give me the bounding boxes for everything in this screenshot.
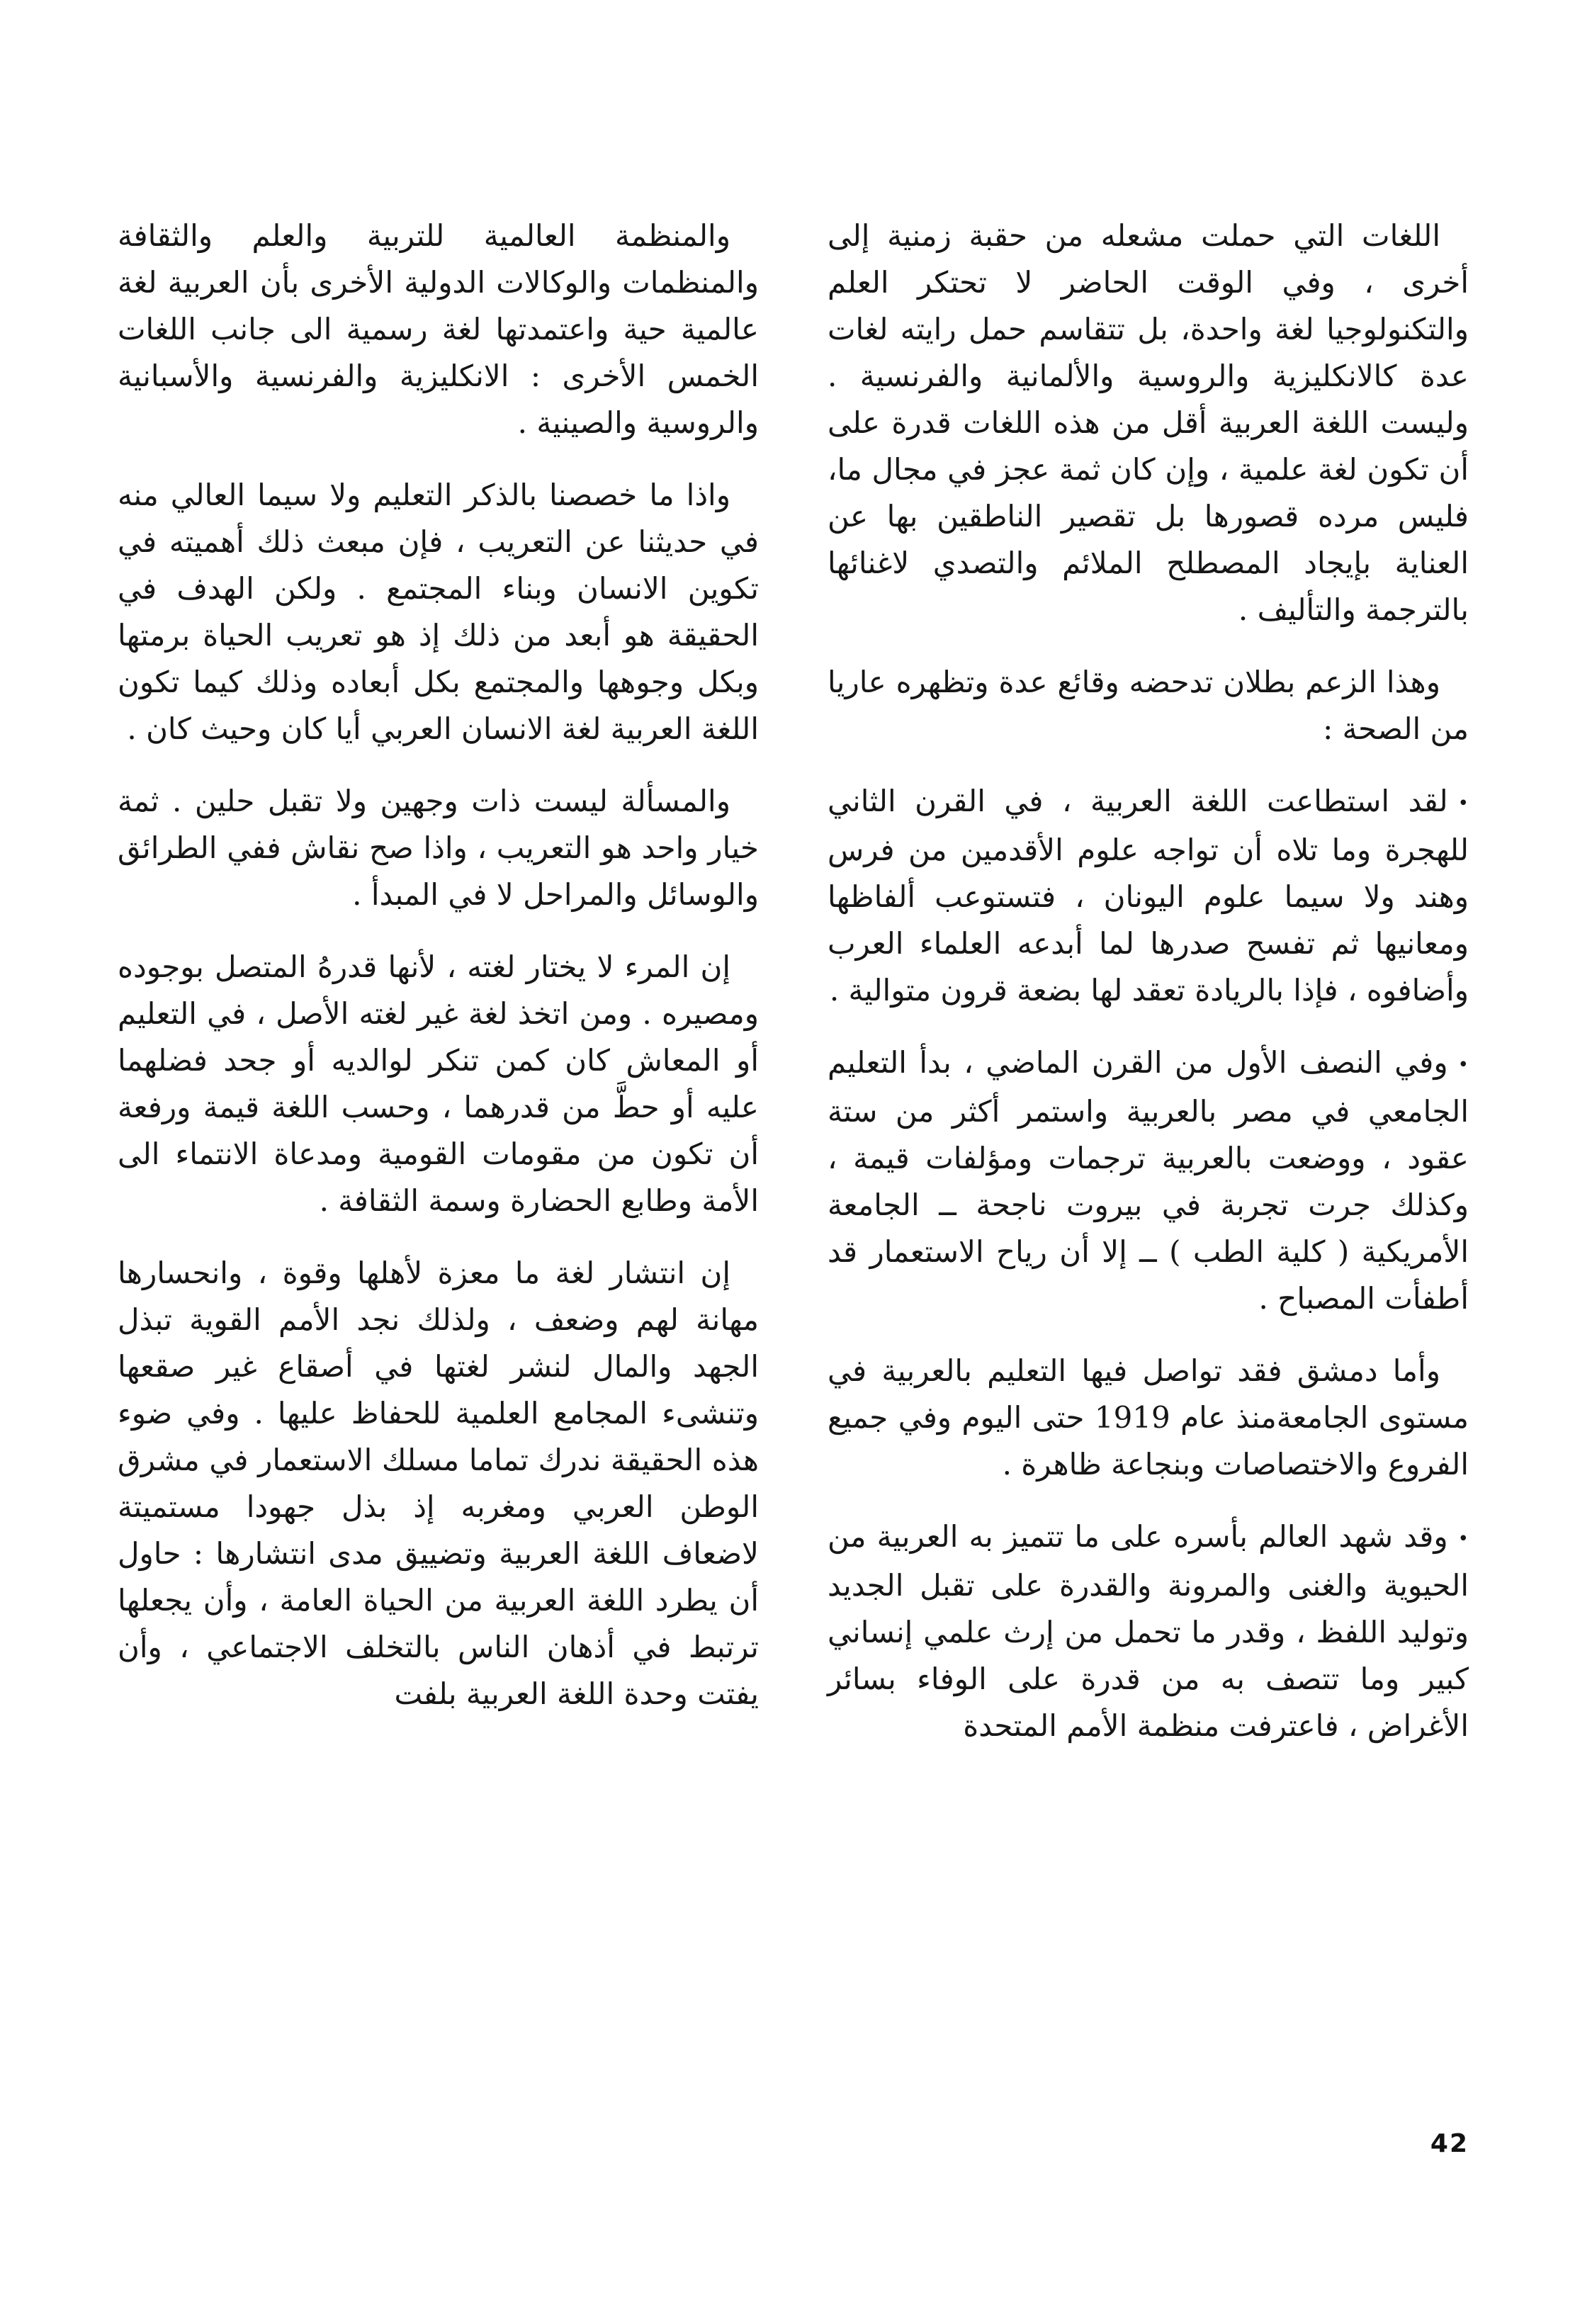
paragraph: وهذا الزعم بطلان تدحضه وقائع عدة وتظهره عاريا من الصحة : [828,665,1469,746]
page-number: 42 [1430,2129,1469,2158]
paragraph: وأما دمشق فقد تواصل فيها التعليم بالعربية في مستوى الجامعةمنذ عام 1919 حتى اليوم وفي جميع الفروع والاختصاصات وبنجاعة ظاهرة . [828,1353,1469,1482]
paragraph-text: وقد شهد العالم بأسره على ما تتميز به العربية من الحيوية والغنى والمرونة والقدرة على تقبل الجديد وتوليد اللفظ ، وقدر ما تحمل من إرث علمي إنساني كبير وما تتصف به من قدرة على الوفاء بسائر الأغراض ، فاعترفت منظمة الأمم المتحدة [828,1519,1469,1743]
bullet-paragraph [828,1513,1469,1749]
bullet-paragraph [828,778,1469,1014]
paragraph: والمنظمة العالمية للتربية والعلم والثقافة والمنظمات والوكالات الدولية الأخرى بأن العربية لغة عالمية حية واعتمدتها لغة رسمية الى جانب اللغات الخمس الأخرى : الانكليزية والفرنسية والأسبانية والروسية والصينية . [118,218,759,440]
left-column [118,213,759,1743]
paragraph: والمسألة ليست ذات وجهين ولا تقبل حلين . ثمة خيار واحد هو التعريب ، واذا صح نقاش ففي الطرائق والوسائل والمراحل لا في المبدأ . [118,784,759,912]
bullet-dot-icon: • [1457,1054,1469,1076]
paragraph: اللغات التي حملت مشعله من حقبة زمنية إلى أخرى ، وفي الوقت الحاضر لا تحتكر العلم والتكنولوجيا لغة واحدة، بل تتقاسم حمل رايته لغات عدة كالانكليزية والروسية والألمانية والفرنسية . وليست اللغة العربية أقل من هذه اللغات قدرة على أن تكون لغة علمية ، وإن كان ثمة عجز في مجال ما، فليس مرده قصورها بل تقصير الناطقين بها عن العناية بإيجاد المصطلح الملائم والتصدي لاغنائها بالترجمة والتأليف . [828,218,1469,627]
bullet-dot-icon: • [1457,793,1469,814]
paragraph-text: لقد استطاعت اللغة العربية ، في القرن الثاني للهجرة وما تلاه أن تواجه علوم الأقدمين من فرس وهند ولا سيما علوم اليونان ، فتستوعب ألفاظها ومعانيها ثم تفسح صدرها لما أبدعه العلماء العرب وأضافوه ، فإذا بالريادة تعقد لها بضعة قرون متوالية . [828,784,1469,1008]
bullet-paragraph [828,1039,1469,1322]
paragraph: إن انتشار لغة ما معزة لأهلها وقوة ، وانحسارها مهانة لهم وضعف ، ولذلك نجد الأمم القوية تبذل الجهد والمال لنشر لغتها في أصقاع غير صقعها وتنشىء المجامع العلمية للحفاظ عليها . وفي ضوء هذه الحقيقة ندرك تماما مسلك الاستعمار في مشرق الوطن العربي ومغربه إذ بذل جهودا مستميتة لاضعاف اللغة العربية وتضييق مدى انتشارها : حاول أن يطرد اللغة العربية من الحياة العامة ، وأن يجعلها ترتبط في أذهان الناس بالتخلف الاجتماعي ، وأن يفتت وحدة اللغة العربية بلفت [118,1256,759,1711]
bullet-dot-icon: • [1457,1528,1469,1550]
paragraph: إن المرء لا يختار لغته ، لأنها قدرهُ المتصل بوجوده ومصيره . ومن اتخذ لغة غير لغته الأصل ، في التعليم أو المعاش كان كمن تنكر لوالديه أو جحد فضلهما عليه أو حطَّ من قدرهما ، وحسب اللغة قيمة ورفعة أن تكون من مقومات القومية ومدعاة الانتماء الى الأمة وطابع الحضارة وسمة الثقافة . [118,949,759,1218]
paragraph: واذا ما خصصنا بالذكر التعليم ولا سيما العالي منه في حديثنا عن التعريب ، فإن مبعث ذلك أهميته في تكوين الانسان وبناء المجتمع . ولكن الهدف في الحقيقة هو أبعد من ذلك إذ هو تعريب الحياة برمتها وبكل وجوهها والمجتمع بكل أبعاده وذلك كيما تكون اللغة العربية لغة الانسان العربي أيا كان وحيث كان . [118,478,759,746]
right-column [828,213,1469,1775]
paragraph-text: وفي النصف الأول من القرن الماضي ، بدأ التعليم الجامعي في مصر بالعربية واستمر أكثر من ستة عقود ، ووضعت بالعربية ترجمات ومؤلفات قيمة ، وكذلك جرت تجربة في بيروت ناجحة ــ الجامعة الأمريكية ( كلية الطب ) ــ إلا أن رياح الاستعمار قد أطفأت المصباح . [828,1045,1469,1316]
